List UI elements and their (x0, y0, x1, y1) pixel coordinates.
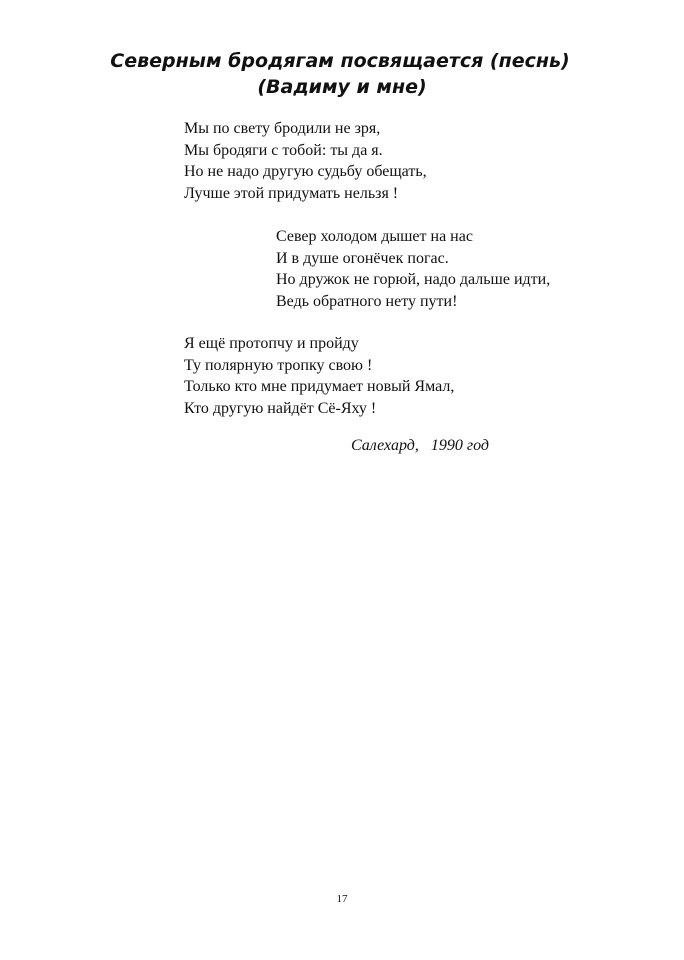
poem-line: Север холодом дышет на нас (276, 228, 473, 245)
poem-line: Только кто мне придумает новый Ямал, (184, 378, 455, 395)
poem-line: Я ещё протопчу и пройду (184, 335, 359, 352)
poem-line: Мы бродяги с тобой: ты да я. (184, 141, 383, 159)
poem-line: Ведь обратного нету пути! (276, 292, 458, 310)
poem-line: Лучше этой придумать нельзя ! (184, 184, 399, 202)
stanza-2 (276, 226, 550, 312)
page-number: 17 (336, 893, 348, 905)
poem-dedication: (Вадиму и мне) (257, 76, 427, 98)
stanza-1 (184, 118, 427, 204)
signature (351, 437, 489, 455)
poem-line: Ту полярную тропку свою ! (184, 356, 373, 374)
poem-line: Но не надо другую судьбу обещать, (184, 163, 427, 180)
poem-line: Мы по свету бродили не зря, (184, 120, 381, 137)
signature-year: 1990 год (430, 437, 489, 454)
poem-line: И в душе огонёчек погас. (276, 249, 449, 267)
stanza-3 (184, 333, 454, 419)
poem-line: Но дружок не горюй, надо дальше идти, (276, 271, 551, 288)
poem-title: Северным бродягам посвящается (песнь) (110, 50, 570, 72)
poem-line: Кто другую найдёт Сё-Яху ! (184, 399, 377, 417)
signature-place: Салехард, (351, 437, 419, 454)
